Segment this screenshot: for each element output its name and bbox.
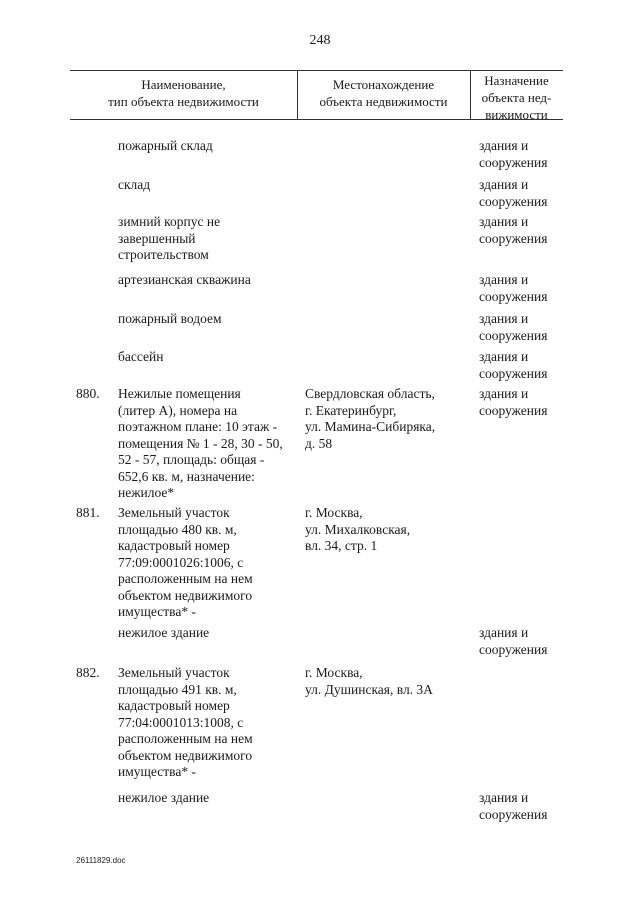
table-row [0,349,640,386]
object-name: нежилое здание [118,790,210,805]
row-number: 882. [76,665,100,680]
row-number: 881. [76,505,100,520]
object-purpose: здания и сооружения [479,214,548,246]
table-row [0,625,640,665]
row-number: 880. [76,386,100,401]
table-body [0,138,640,830]
object-location: Свердловская область, г. Екатеринбург, ул. Мамина-Сибиряка, д. 58 [305,386,436,451]
column-header-purpose: Назначение объекта нед- вижимости [481,73,552,122]
table-row [0,214,640,272]
table-row [0,790,640,830]
object-purpose: здания и сооружения [479,272,548,304]
table-row [0,272,640,311]
object-purpose: здания и сооружения [479,790,548,822]
column-header-name: Наименование, тип объекта недвижимости [108,77,259,109]
object-location: г. Москва, ул. Михалковская, вл. 34, стр. 1 [305,505,411,553]
document-filename: 26111829.doc [76,856,126,865]
table-row [0,386,640,505]
table-row [0,177,640,214]
object-name: Земельный участок площадью 491 кв. м, кадастровый номер 77:04:0001013:1008, с расположенным на нем объектом недвижимого имущества* - [118,665,253,779]
object-purpose: здания и сооружения [479,138,548,170]
object-name: зимний корпус не завершенный строительством [118,214,221,262]
object-name: Нежилые помещения (литер А), номера на поэтажном плане: 10 этаж - помещения № 1 - 28, 30 - 50, 52 - 57, площадь: общая - 652,6 кв. м, назначение: нежилое* [118,386,283,500]
object-name: артезианская скважина [118,272,251,287]
table-row [0,665,640,790]
object-name: бассейн [118,349,164,364]
object-purpose: здания и сооружения [479,349,548,381]
table-row [0,138,640,177]
object-name: нежилое здание [118,625,210,640]
object-name: Земельный участок площадью 480 кв. м, кадастровый номер 77:09:0001026:1006, с расположенным на нем объектом недвижимого имущества* - [118,505,253,619]
page-number: 248 [309,33,331,48]
object-name: склад [118,177,151,192]
object-name: пожарный склад [118,138,213,153]
object-purpose: здания и сооружения [479,311,548,343]
column-header-location: Местонахождение объекта недвижимости [319,77,448,109]
table-header-top-rule [70,70,563,71]
object-purpose: здания и сооружения [479,177,548,209]
object-name: пожарный водоем [118,311,222,326]
table-row [0,311,640,349]
table-row [0,505,640,625]
object-purpose: здания и сооружения [479,625,548,657]
object-purpose: здания и сооружения [479,386,548,418]
object-location: г. Москва, ул. Душинская, вл. 3А [305,665,433,697]
